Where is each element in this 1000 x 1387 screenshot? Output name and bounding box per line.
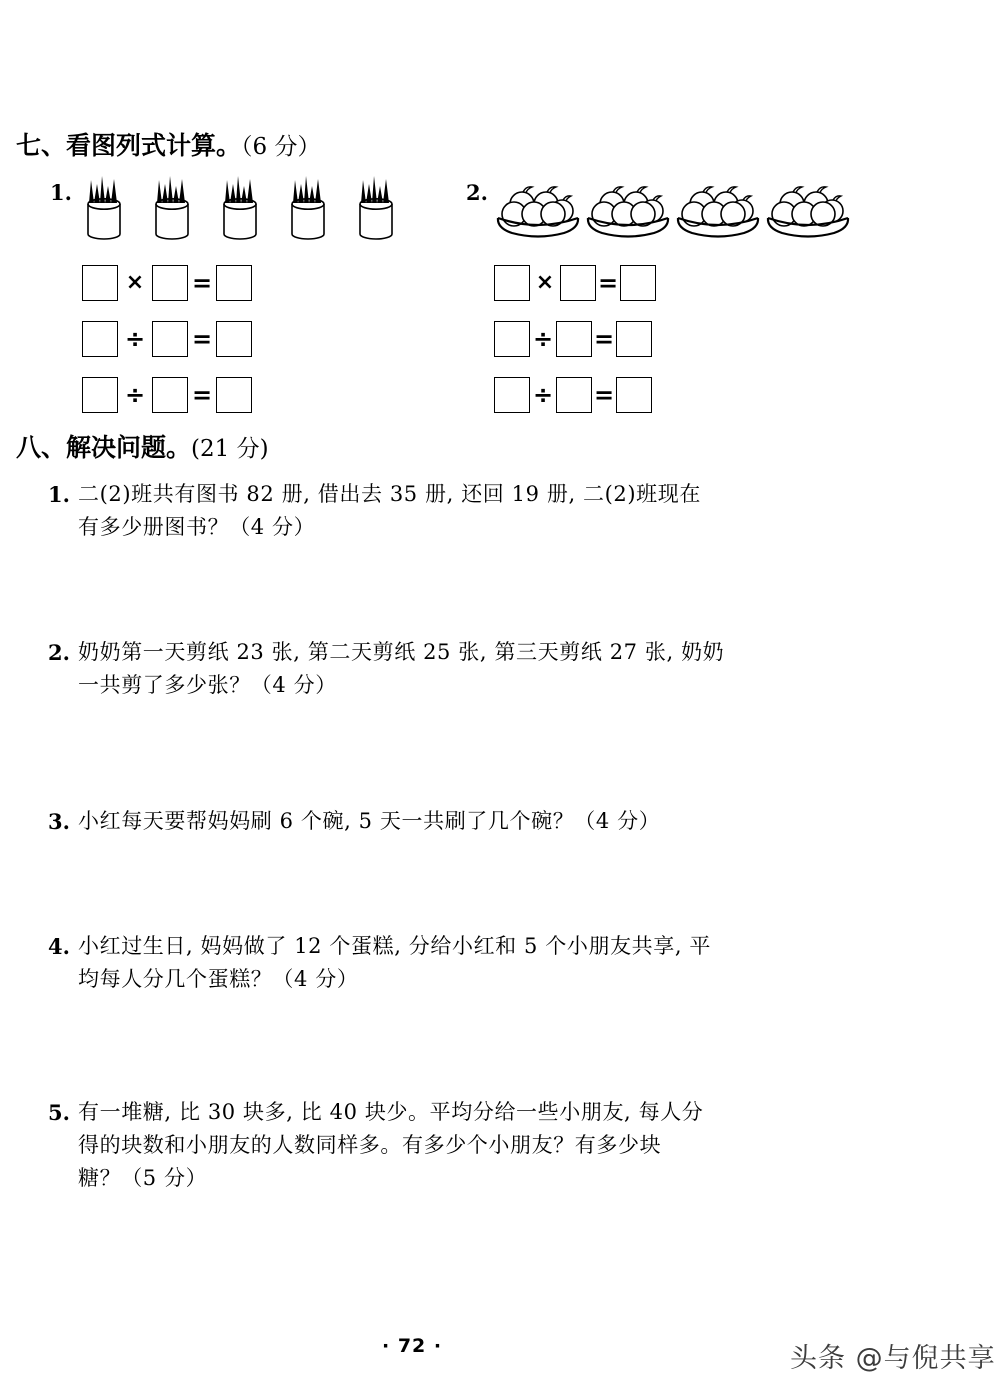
equation-row [82, 265, 252, 301]
operator-equals: = [597, 269, 619, 297]
word-problem-line: 二(2)班共有图书 82 册, 借出去 35 册, 还回 19 册, 二(2)班现在 [78, 482, 701, 506]
section-seven-score: （6 分） [241, 134, 321, 160]
answer-box[interactable] [560, 265, 596, 301]
word-problem [48, 930, 838, 996]
picture-problem-1-number: 1. [50, 180, 72, 205]
pencil-cup-icon [350, 172, 402, 242]
word-problem-number: 3. [48, 809, 70, 834]
operator-divide: ÷ [124, 325, 146, 353]
pencil-cup-icon [282, 172, 334, 242]
section-seven-label: 七、看图列式计算。 [16, 131, 242, 160]
answer-box[interactable] [82, 377, 118, 413]
operator-divide: ÷ [532, 325, 554, 353]
apple-plate-icon [672, 180, 764, 242]
answer-box[interactable] [152, 377, 188, 413]
word-problem-line: 均每人分几个蛋糕？（4 分） [78, 967, 359, 991]
answer-box[interactable] [494, 377, 530, 413]
word-problem-line: 小红过生日, 妈妈做了 12 个蛋糕, 分给小红和 5 个小朋友共享, 平 [78, 934, 712, 958]
word-problem-text [78, 1096, 838, 1195]
word-problem-line: 小红每天要帮妈妈刷 6 个碗, 5 天一共刷了几个碗？（4 分） [78, 809, 661, 833]
pencil-cup-icon [146, 172, 198, 242]
word-problem-number: 1. [48, 482, 70, 507]
word-problem [48, 636, 838, 702]
word-problem [48, 1096, 838, 1195]
pencil-cup-icon [78, 172, 130, 242]
apple-plate-icon [492, 180, 584, 242]
operator-equals: = [191, 325, 213, 353]
section-eight-label: 八、解决问题。 [16, 433, 192, 462]
word-problem-text [78, 636, 838, 702]
operator-equals: = [191, 269, 213, 297]
answer-box[interactable] [616, 377, 652, 413]
word-problem-line: 糖？（5 分） [78, 1166, 208, 1190]
operator-multiply: × [125, 270, 145, 295]
page-number: · 72 · [382, 1335, 443, 1357]
apple-plate-icon [762, 180, 854, 242]
answer-box[interactable] [556, 321, 592, 357]
word-problem-text [78, 930, 838, 996]
equation-row [494, 377, 652, 413]
operator-divide: ÷ [532, 381, 554, 409]
word-problem-number: 4. [48, 934, 70, 959]
answer-box[interactable] [556, 377, 592, 413]
word-problem [48, 805, 838, 838]
answer-box[interactable] [152, 265, 188, 301]
section-eight-score: (21 分) [191, 436, 269, 462]
answer-box[interactable] [216, 265, 252, 301]
equation-row [494, 265, 656, 301]
section-heading-eight [16, 428, 269, 464]
word-problem-text [78, 805, 838, 838]
answer-box[interactable] [494, 265, 530, 301]
answer-box[interactable] [152, 321, 188, 357]
operator-equals: = [593, 325, 615, 353]
answer-box[interactable] [216, 321, 252, 357]
equation-row [82, 377, 252, 413]
answer-box[interactable] [620, 265, 656, 301]
word-problem-line: 有一堆糖, 比 30 块多, 比 40 块少。平均分给一些小朋友, 每人分 [78, 1100, 704, 1124]
operator-multiply: × [535, 270, 555, 295]
answer-box[interactable] [616, 321, 652, 357]
pencil-cup-icon [214, 172, 266, 242]
equation-row [82, 321, 252, 357]
answer-box[interactable] [82, 321, 118, 357]
equation-row [494, 321, 652, 357]
operator-equals: = [593, 381, 615, 409]
word-problem-text [78, 478, 838, 544]
apple-plate-icon [582, 180, 674, 242]
answer-box[interactable] [82, 265, 118, 301]
word-problem-line: 奶奶第一天剪纸 23 张, 第二天剪纸 25 张, 第三天剪纸 27 张, 奶奶 [78, 640, 725, 664]
word-problem-number: 2. [48, 640, 70, 665]
answer-box[interactable] [494, 321, 530, 357]
picture-problem-2-number: 2. [466, 180, 488, 205]
operator-equals: = [191, 381, 213, 409]
word-problem-line: 一共剪了多少张？（4 分） [78, 673, 337, 697]
watermark: 头条 @与倪共享 [790, 1343, 996, 1374]
word-problem [48, 478, 838, 544]
word-problem-line: 得的块数和小朋友的人数同样多。有多少个小朋友？有多少块 [78, 1133, 662, 1157]
section-heading-seven [16, 126, 320, 162]
word-problem-number: 5. [48, 1100, 70, 1125]
answer-box[interactable] [216, 377, 252, 413]
operator-divide: ÷ [124, 381, 146, 409]
word-problem-line: 有多少册图书？（4 分） [78, 515, 316, 539]
